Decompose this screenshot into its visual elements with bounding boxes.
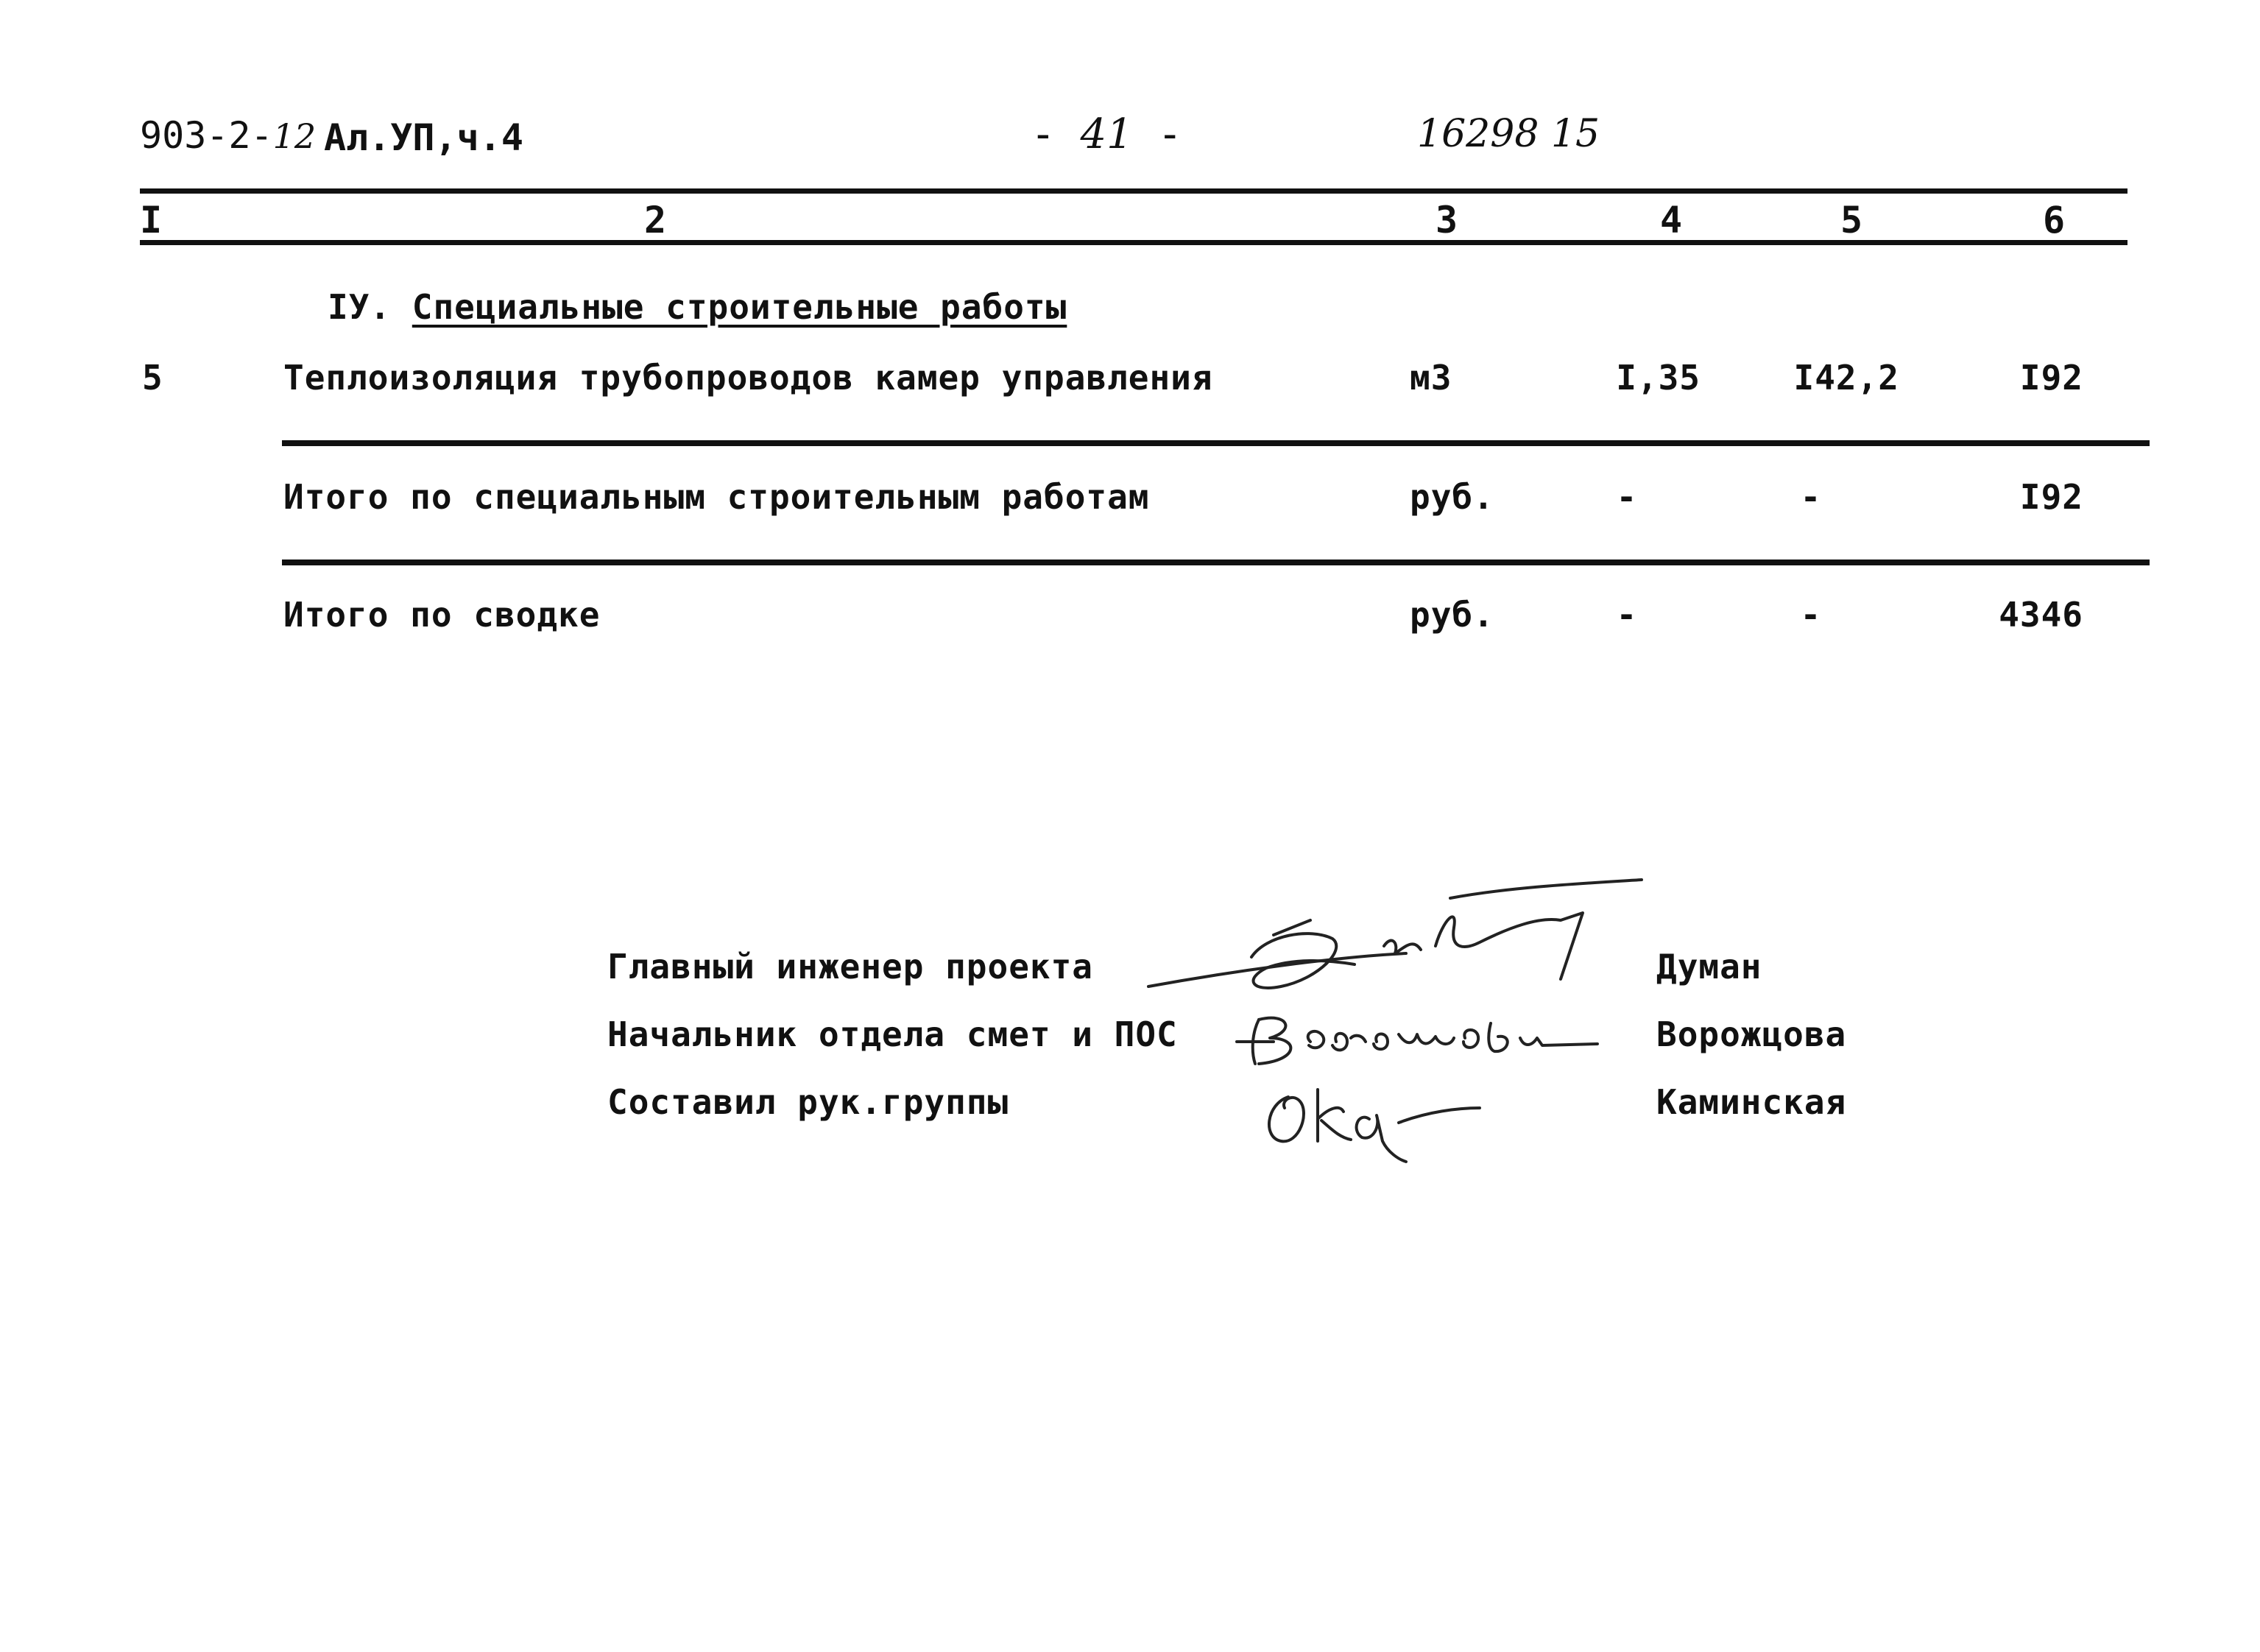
grand-total-unit: руб. <box>1410 595 1494 635</box>
row-name: Теплоизоляция трубопроводов камер управления <box>283 358 1213 398</box>
table-top-rule <box>140 188 2127 194</box>
column-header-4: 4 <box>1659 199 1683 241</box>
doc-code-prefix: 903-2- <box>140 114 273 157</box>
signature-role-compiler: Составил рук.группы <box>607 1082 1009 1122</box>
grand-total-price: - <box>1800 595 1822 635</box>
row-number: 5 <box>142 358 163 398</box>
page-number <box>1031 110 1182 158</box>
page-number-value: 41 <box>1080 110 1133 158</box>
handwritten-signature-3 <box>1259 1067 1494 1171</box>
signature-role-chief-engineer: Главный инженер проекта <box>607 947 1093 986</box>
subtotal-top-rule <box>282 440 2150 446</box>
column-header-3: 3 <box>1435 199 1458 241</box>
subtotal-unit: руб. <box>1410 477 1494 517</box>
signature-name-chief-engineer: Думан <box>1656 947 1762 986</box>
handwritten-signature-1 <box>1141 876 1656 1009</box>
row-qty: I,35 <box>1616 358 1701 398</box>
page-number-dash-right: - <box>1157 110 1183 158</box>
signature-role-estimates-head: Начальник отдела смет и ПОС <box>607 1014 1178 1054</box>
row-unit: м3 <box>1410 358 1452 398</box>
section-title-text: Специальные строительные работы <box>412 287 1067 327</box>
grand-total-name: Итого по сводке <box>283 595 601 635</box>
signature-name-estimates-head: Ворожцова <box>1656 1014 1847 1054</box>
column-header-2: 2 <box>643 199 667 241</box>
doc-code-handwritten: 12 <box>272 116 317 156</box>
grand-total-top-rule <box>282 560 2150 565</box>
section-title <box>328 287 1067 327</box>
column-header-6: 6 <box>2042 199 2066 241</box>
column-header-1: I <box>140 199 163 241</box>
signature-name-compiler: Каминская <box>1656 1082 1847 1122</box>
subtotal-total: I92 <box>2019 477 2083 517</box>
sheet-code: 16298 15 <box>1417 112 1600 156</box>
subtotal-name: Итого по специальным строительным работам <box>283 477 1150 517</box>
page-number-dash-left: - <box>1031 110 1056 158</box>
row-total: I92 <box>2019 358 2083 398</box>
row-price: I42,2 <box>1793 358 1899 398</box>
section-title-prefix: IУ. <box>328 287 392 327</box>
grand-total-qty: - <box>1616 595 1638 635</box>
grand-total-total: 4346 <box>1999 595 2083 635</box>
column-header-5: 5 <box>1840 199 1863 241</box>
doc-code <box>140 114 316 157</box>
handwritten-signature-2 <box>1229 1001 1627 1075</box>
subtotal-qty: - <box>1616 477 1638 517</box>
album-reference: Ал.УП,ч.4 <box>324 116 523 159</box>
subtotal-price: - <box>1800 477 1822 517</box>
